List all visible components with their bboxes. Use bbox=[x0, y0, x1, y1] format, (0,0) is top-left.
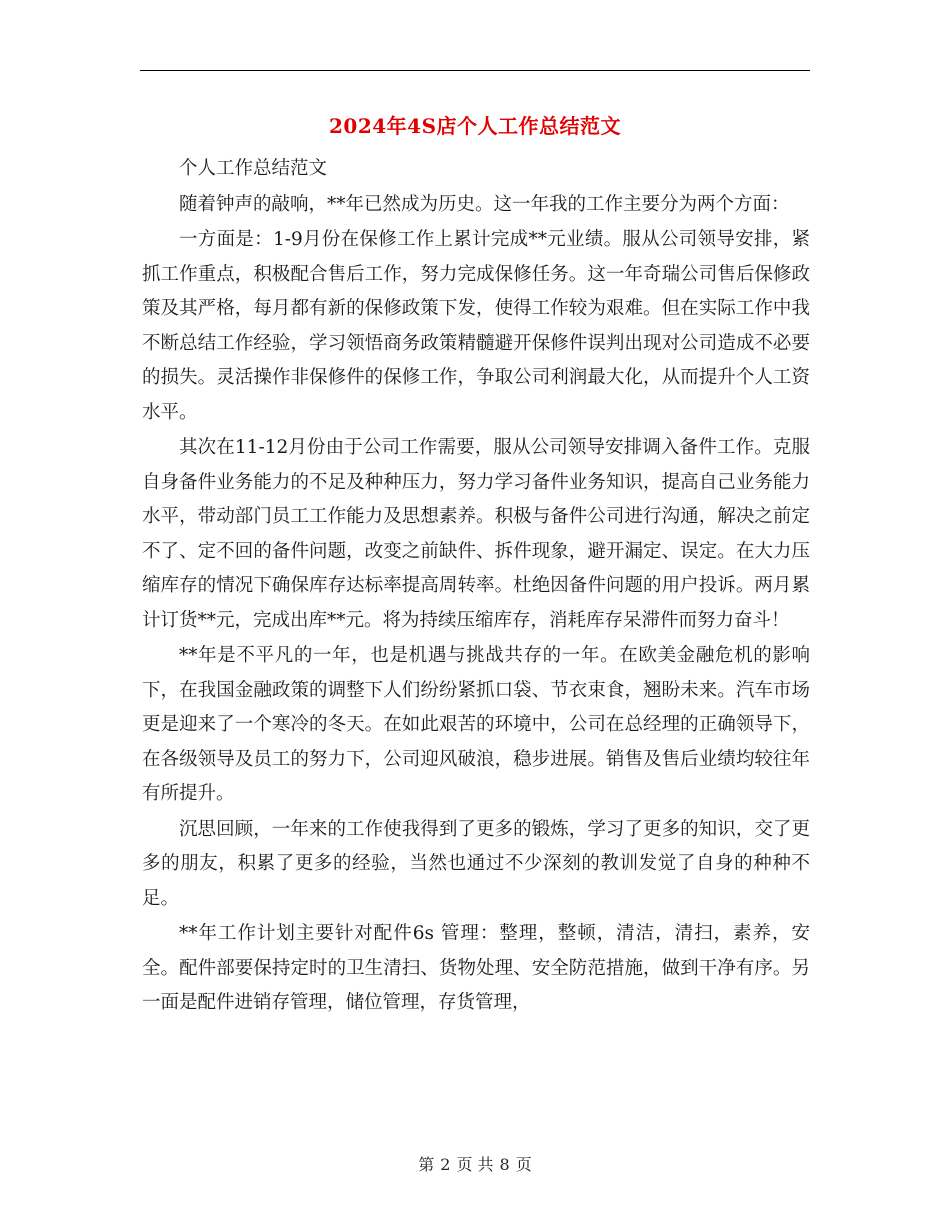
paragraph-work-plan: **年工作计划主要针对配件6s 管理：整理，整顿，清洁，清扫，素养，安全。配件部要保持定时的卫生清扫、货物处理、安全防范措施，做到干净有序。另一面是配件进销存管理，储位管理，存货管理， bbox=[142, 923, 810, 1013]
footer-total-pages: 8 bbox=[499, 1155, 510, 1174]
paragraph-year-review: **年是不平凡的一年，也是机遇与挑战共存的一年。在欧美金融危机的影响下，在我国金融政策的调整下人们纷纷紧抓口袋、节衣束食，翘盼未来。汽车市场更是迎来了一个寒冷的冬天。在如此艰苦的环境中，公司在总经理的正确领导下，在各级领导及员工的努力下，公司迎风破浪，稳步进展。销售及售后业绩均较往年有所提升。 bbox=[142, 645, 810, 804]
footer-prefix: 第 bbox=[418, 1155, 435, 1174]
paragraph-subtitle: 个人工作总结范文 bbox=[179, 158, 328, 179]
footer-suffix: 页 bbox=[515, 1155, 532, 1174]
document-body bbox=[142, 152, 810, 1021]
footer-current-page: 2 bbox=[440, 1155, 451, 1174]
paragraph-reflection: 沉思回顾，一年来的工作使我得到了更多的锻炼，学习了更多的知识，交了更多的朋友，积累了更多的经验，当然也通过不少深刻的教训发觉了自身的种种不足。 bbox=[142, 818, 810, 909]
paragraph-warranty-work: 一方面是：1-9月份在保修工作上累计完成**元业绩。服从公司领导安排，紧抓工作重点，积极配合售后工作，努力完成保修任务。这一年奇瑞公司售后保修政策及其严格，每月都有新的保修政策下发，使得工作较为艰难。但在实际工作中我不断总结工作经验，学习领悟商务政策精髓避开保修件误判出现对公司造成不必要的损失。灵活操作非保修件的保修工作，争取公司利润最大化，从而提升个人工资水平。 bbox=[142, 229, 810, 423]
header-rule bbox=[140, 70, 810, 71]
page-footer bbox=[0, 1152, 950, 1175]
paragraph-parts-work: 其次在11-12月份由于公司工作需要，服从公司领导安排调入备件工作。克服自身备件业务能力的不足及种种压力，努力学习备件业务知识，提高自己业务能力水平，带动部门员工工作能力及思想素养。积极与备件公司进行沟通，解决之前定不了、定不回的备件问题，改变之前缺件、拆件现象，避开漏定、误定。在大力压缩库存的情况下确保库存达标率提高周转率。杜绝因备件问题的用户投诉。两月累计订货**元，完成出库**元。将为持续压缩库存，消耗库存呆滞件而努力奋斗！ bbox=[142, 437, 810, 631]
paragraph-intro: 随着钟声的敲响，**年已然成为历史。这一年我的工作主要分为两个方面： bbox=[179, 193, 790, 215]
document-title: 2024年4S店个人工作总结范文 bbox=[328, 114, 622, 138]
footer-middle: 页 共 bbox=[456, 1155, 494, 1174]
